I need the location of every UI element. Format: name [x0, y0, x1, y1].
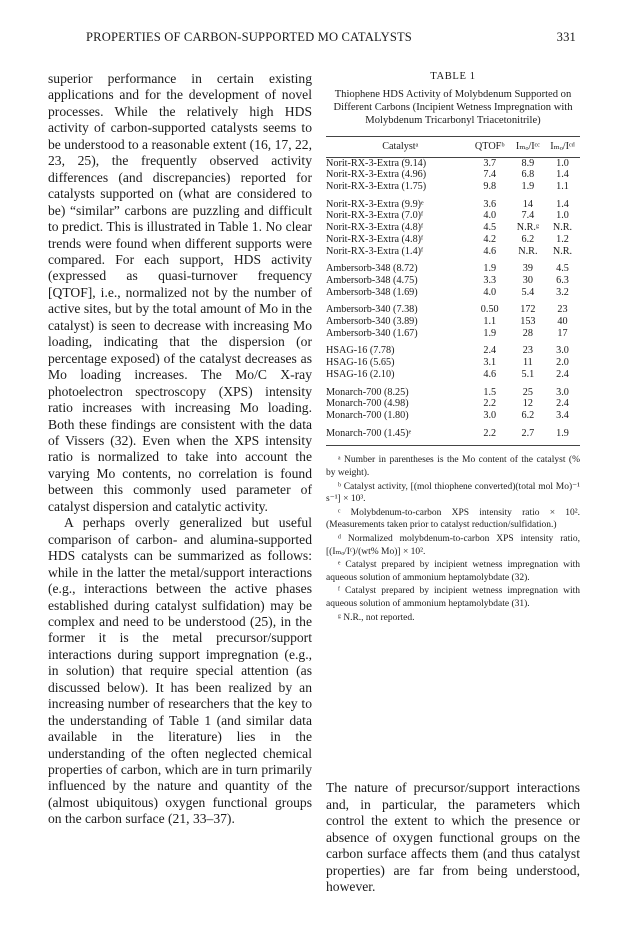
value-cell: 0.50: [480, 304, 499, 316]
catalyst-cell: Monarch-700 (4.98): [326, 398, 409, 410]
body-paragraph-1: superior performance in certain existing applications and for the development of novel processes. While the relatively high HDS activity of carbon-supported catalysts seems to be understood to a reasonable extent (16, 17, 22, 23, 25), the frequently observed activity differences (and discrepancies) reported for catalysts supported on (what are considered to be) “similar” carbons are puzzling and difficult to predict. This is illustrated in Table 1. No clear trends were found when different supports were compared. For each support, HDS activity (expressed as quasi-turnover frequency [QTOF], i.e., normalized not by the number of active sites, but by the total amount of Mo in the catalyst) is seen to decrease with increasing Mo loading, indicating that the dispersion (or percentage exposed) of the catalyst decreases as Mo loading increases. The Mo/C X-ray photoelectron spectroscopy (XPS) intensity ratio increases with increasing Mo loading. Both these findings are consistent with the data of Vissers (32). Even when the XPS intensity ratio is normalized to take into account the varying Mo contents, no correlation is found between this commonly used parameter of catalyst dispersion and catalytic activity.: [48, 71, 312, 514]
value-cell: 3.3: [483, 274, 497, 286]
value-cell: 4.2: [483, 233, 497, 245]
value-cell: 2.2: [483, 398, 497, 410]
value-cell: 7.4: [521, 210, 535, 222]
catalyst-cell: Ambersorb-340 (1.67): [326, 327, 418, 339]
column-header: Iₘₒ/Iᶜᵈ: [550, 140, 575, 152]
value-cell: 1.9: [483, 327, 497, 339]
value-cell: 7.4: [483, 169, 497, 181]
footnote: ᵍ N.R., not reported.: [338, 612, 415, 623]
value-cell: 5.4: [521, 286, 535, 298]
table-row: [326, 369, 580, 381]
running-head: PROPERTIES OF CARBON-SUPPORTED MO CATALYSTS: [86, 30, 412, 44]
table-row: [326, 339, 580, 357]
footnote: ᵃ Number in parentheses is the Mo content of the catalyst (% by weight).: [326, 455, 580, 478]
value-cell: N.R.: [518, 245, 538, 257]
value-cell: 1.1: [483, 316, 497, 328]
catalyst-cell: Ambersorb-340 (7.38): [326, 304, 418, 316]
value-cell: 2.4: [556, 368, 569, 380]
value-cell: 1.9: [521, 181, 535, 193]
catalyst-cell: Norit-RX-3-Extra (4.8)ᶠ: [326, 233, 424, 245]
table-footnotes: [326, 454, 580, 624]
column-header: Catalystᵃ: [382, 140, 419, 152]
table-row: [326, 246, 580, 258]
value-cell: N.R.: [552, 222, 573, 234]
table-row: [326, 169, 580, 181]
value-cell: 1.4: [556, 198, 569, 210]
value-cell: 6.2: [521, 409, 535, 421]
value-cell: 4.6: [483, 245, 497, 257]
table-row: [326, 210, 580, 222]
value-cell: 2.4: [556, 398, 569, 410]
catalyst-cell: Monarch-700 (8.25): [326, 386, 409, 398]
value-cell: 4.6: [483, 368, 497, 380]
value-cell: 30: [522, 274, 533, 286]
value-cell: N.R.: [552, 245, 573, 257]
value-cell: 172: [520, 304, 536, 316]
table-row: [326, 422, 580, 446]
value-cell: 6.8: [521, 169, 535, 181]
table-row: [326, 275, 580, 287]
right-column-text: [326, 780, 580, 896]
table-caption: Thiophene HDS Activity of Molybdenum Supported on Different Carbons (Incipient Wetness Impregnation with Molybdenum Tricarbonyl Triacetonitrile): [333, 89, 573, 127]
value-cell: 4.0: [483, 286, 497, 298]
catalyst-cell: Norit-RX-3-Extra (1.4)ᶠ: [326, 245, 424, 257]
catalyst-cell: Monarch-700 (1.45)ᵉ: [326, 427, 412, 439]
table-row: [326, 193, 580, 211]
value-cell: 1.1: [556, 181, 569, 193]
value-cell: 40: [557, 316, 568, 328]
catalyst-cell: Norit-RX-3-Extra (4.96): [326, 169, 427, 181]
catalyst-cell: Norit-RX-3-Extra (9.14): [326, 157, 427, 169]
value-cell: 3.0: [556, 345, 569, 357]
column-header: Iₘₒ/Iᶜᶜ: [515, 140, 540, 152]
value-cell: 23: [522, 345, 533, 357]
data-table: [326, 136, 580, 447]
value-cell: 1.9: [556, 427, 569, 439]
value-cell: N.R.ᵍ: [516, 222, 540, 234]
value-cell: 4.5: [556, 263, 569, 275]
table-row: [326, 398, 580, 410]
value-cell: 3.1: [483, 357, 497, 369]
value-cell: 3.0: [556, 386, 569, 398]
value-cell: 3.6: [483, 198, 497, 210]
value-cell: 6.3: [556, 274, 569, 286]
value-cell: 153: [520, 316, 536, 328]
value-cell: 3.0: [483, 409, 497, 421]
column-header: QTOFᵇ: [474, 140, 505, 152]
footnote: ᵈ Normalized molybdenum-to-carbon XPS intensity ratio, [(Iₘₒ/Iᶜ)/(wt% Mo)] × 10².: [326, 533, 580, 557]
value-cell: 8.9: [521, 157, 535, 169]
footnote: ᵉ Catalyst prepared by incipient wetness impregnation with aqueous solution of ammonium heptamolybdate (32).: [326, 560, 580, 583]
table-1: [326, 71, 580, 625]
value-cell: 28: [522, 327, 533, 339]
value-cell: 9.8: [483, 181, 497, 193]
value-cell: 2.0: [556, 357, 569, 369]
value-cell: 2.7: [521, 427, 535, 439]
catalyst-cell: HSAG-16 (7.78): [326, 345, 395, 357]
table-row: [326, 357, 580, 369]
value-cell: 1.4: [556, 169, 569, 181]
body-paragraph-2: A perhaps overly generalized but useful comparison of carbon- and alumina-supported HDS catalysts can be summarized as follows: while in the latter the metal/support interactions (e.g., interactions between the active phases established during catalyst sulfidation) may be complex and need to be understood (25), in the former it is the metal precursor/support interactions during support impregnation (e.g., in solution) that require special attention (as discussed below). It has been realized by an increasing number of researchers that the key to the understanding of Table 1 (and similar data available in the literature) lies in the understanding of the often neglected chemical properties of carbon, which are in turn primarily influenced by the nature and quantity of the (almost ubiquitous) oxygen functional groups on the carbon surface (21, 33–37).: [48, 515, 312, 827]
value-cell: 23: [557, 304, 568, 316]
body-paragraph-3: The nature of precursor/support interactions and, in particular, the parameters which control the extent to which the presence or absence of oxygen functional groups on the carbon surface affects them (and thus catalyst properties) are far from being understood, however.: [326, 780, 580, 894]
value-cell: 1.0: [556, 210, 569, 222]
table-row: [326, 257, 580, 275]
left-column: [48, 71, 312, 828]
catalyst-cell: HSAG-16 (2.10): [326, 368, 395, 380]
value-cell: 3.2: [556, 286, 569, 298]
value-cell: 1.9: [483, 263, 497, 275]
table-header-row: [326, 136, 580, 157]
table-label: TABLE 1: [430, 71, 476, 82]
catalyst-cell: Norit-RX-3-Extra (4.8)ᶠ: [326, 222, 424, 234]
value-cell: 25: [522, 386, 533, 398]
value-cell: 4.0: [483, 210, 497, 222]
table-row: [326, 181, 580, 193]
value-cell: 3.4: [556, 409, 569, 421]
table-row: [326, 234, 580, 246]
value-cell: 4.5: [483, 222, 497, 234]
value-cell: 2.4: [483, 345, 497, 357]
footnote: ᶠ Catalyst prepared by incipient wetness impregnation with aqueous solution of ammonium heptamolybdate (31).: [326, 586, 580, 609]
table-body: [326, 157, 580, 446]
value-cell: 6.2: [521, 233, 535, 245]
catalyst-cell: Norit-RX-3-Extra (1.75): [326, 181, 427, 193]
table-row: [326, 157, 580, 169]
value-cell: 1.5: [483, 386, 497, 398]
catalyst-cell: Ambersorb-348 (4.75): [326, 274, 418, 286]
value-cell: 1.2: [556, 233, 569, 245]
catalyst-cell: Ambersorb-340 (3.89): [326, 316, 418, 328]
page-number: 331: [556, 30, 576, 44]
catalyst-cell: Ambersorb-348 (8.72): [326, 263, 418, 275]
table-row: [326, 287, 580, 299]
catalyst-cell: HSAG-16 (5.65): [326, 357, 395, 369]
value-cell: 2.2: [483, 427, 497, 439]
catalyst-cell: Ambersorb-348 (1.69): [326, 286, 418, 298]
table-row: [326, 316, 580, 328]
table-row: [326, 222, 580, 234]
catalyst-cell: Norit-RX-3-Extra (9.9)ᵉ: [326, 198, 424, 210]
footnote: ᵇ Catalyst activity, [(mol thiophene converted)(total mol Mo)⁻¹ s⁻¹] × 10³.: [326, 481, 580, 505]
value-cell: 39: [522, 263, 533, 275]
value-cell: 14: [522, 198, 533, 210]
table-row: [326, 328, 580, 340]
value-cell: 12: [522, 398, 533, 410]
value-cell: 11: [522, 357, 533, 369]
table-row: [326, 381, 580, 399]
catalyst-cell: Norit-RX-3-Extra (7.0)ᶠ: [326, 210, 424, 222]
value-cell: 17: [557, 327, 568, 339]
footnote: ᶜ Molybdenum-to-carbon XPS intensity ratio × 10². (Measurements taken prior to catalyst reduction/sulfidation.): [326, 507, 580, 531]
value-cell: 3.7: [483, 157, 497, 169]
table-row: [326, 410, 580, 422]
table-row: [326, 298, 580, 316]
value-cell: 1.0: [556, 157, 569, 169]
catalyst-cell: Monarch-700 (1.80): [326, 409, 409, 421]
value-cell: 5.1: [521, 368, 535, 380]
